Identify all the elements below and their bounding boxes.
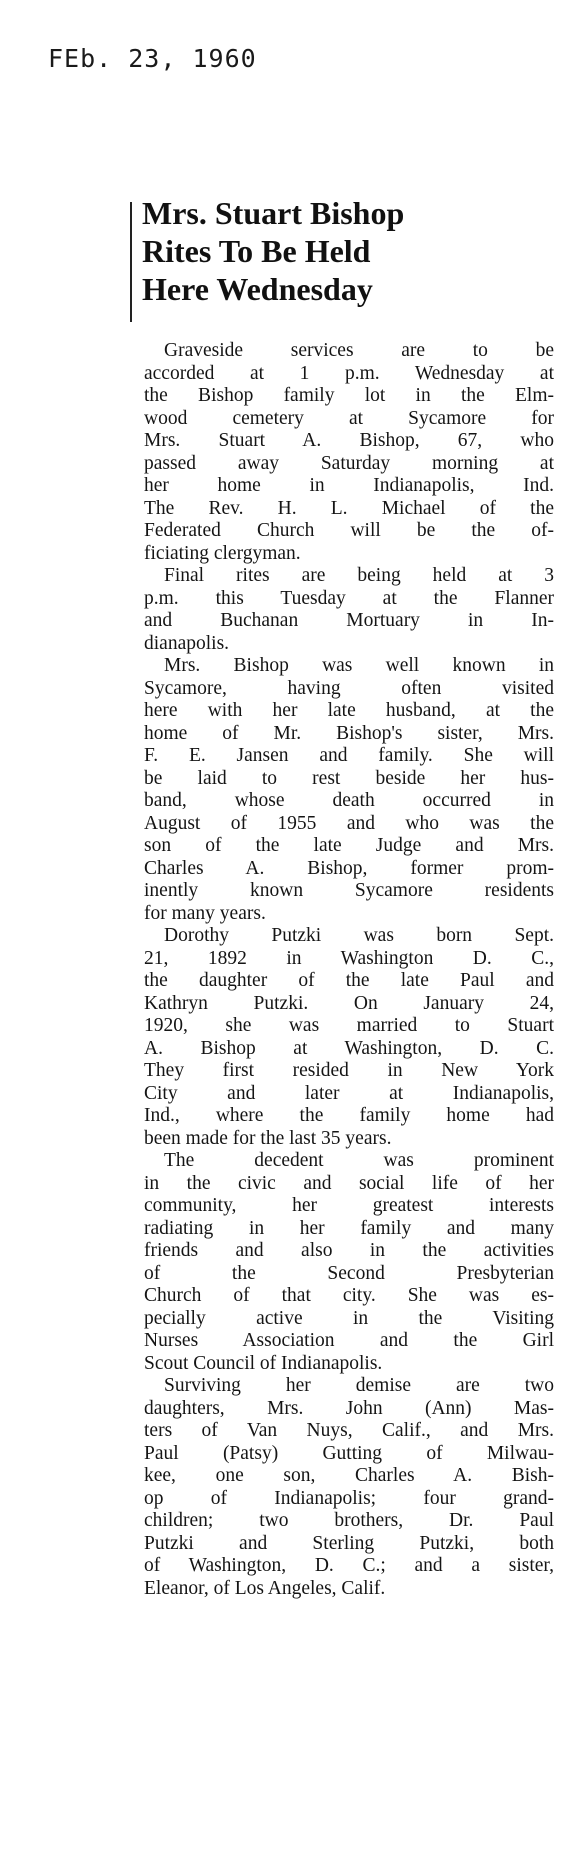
article-line: Ind., where the family home had <box>144 1105 554 1126</box>
article-line: Surviving her demise are two <box>164 1375 554 1396</box>
article-line: be laid to rest beside her hus- <box>144 767 554 789</box>
article-line: They first resided in New York <box>144 1060 554 1081</box>
article-line: wood cemetery at Sycamore for <box>144 407 554 429</box>
article-line: Putzki and Sterling Putzki, both <box>144 1532 554 1554</box>
article-paragraph <box>144 1375 554 1600</box>
article-line: Church of that city. She was es- <box>144 1285 554 1306</box>
article-line: kee, one son, Charles A. Bish- <box>144 1465 554 1486</box>
article-line: Eleanor, of Los Angeles, Calif. <box>144 1577 386 1599</box>
article-line: Kathryn Putzki. On January 24, <box>144 992 554 1014</box>
article-line: A. Bishop at Washington, D. C. <box>144 1037 554 1059</box>
article-line: 21, 1892 in Washington D. C., <box>144 947 554 969</box>
article-line: here with her late husband, at the <box>144 700 554 721</box>
newspaper-clipping <box>130 188 554 1808</box>
article-paragraph <box>144 655 554 925</box>
article-line: inently known Sycamore residents <box>144 880 554 901</box>
article-line: Sycamore, having often visited <box>144 677 554 699</box>
article-line: Dorothy Putzki was born Sept. <box>164 925 554 946</box>
article-line: City and later at Indianapolis, <box>144 1082 554 1104</box>
article-paragraph <box>144 1150 554 1375</box>
article-line: ters of Van Nuys, Calif., and Mrs. <box>144 1420 554 1441</box>
article-line: children; two brothers, Dr. Paul <box>144 1510 554 1531</box>
article-line: of Washington, D. C.; and a sister, <box>144 1555 554 1576</box>
article-line: Mrs. Stuart A. Bishop, 67, who <box>144 430 554 451</box>
article-line: The Rev. H. L. Michael of the <box>144 497 554 519</box>
article-line: in the civic and social life of her <box>144 1172 554 1194</box>
article-line: and Buchanan Mortuary in In- <box>144 610 554 631</box>
headline-line-1: Mrs. Stuart Bishop <box>142 195 405 231</box>
article-line: community, her greatest interests <box>144 1195 554 1216</box>
article-line: p.m. this Tuesday at the Flanner <box>144 587 554 609</box>
article-line: Mrs. Bishop was well known in <box>164 655 554 676</box>
headline-line-2: Rites To Be Held <box>142 233 371 269</box>
article-line: the daughter of the late Paul and <box>144 970 554 991</box>
article-line: daughters, Mrs. John (Ann) Mas- <box>144 1397 554 1419</box>
article-line: ficiating clergyman. <box>144 542 301 564</box>
column-rule <box>130 202 132 322</box>
article-line: pecially active in the Visiting <box>144 1307 554 1329</box>
article-line: 1920, she was married to Stuart <box>144 1015 554 1036</box>
article-line: her home in Indianapolis, Ind. <box>144 475 554 496</box>
article-line: Final rites are being held at 3 <box>164 565 554 586</box>
headline <box>142 194 548 308</box>
article-line: son of the late Judge and Mrs. <box>144 835 554 856</box>
article-line: Scout Council of Indianapolis. <box>144 1352 383 1374</box>
article-line: radiating in her family and many <box>144 1217 554 1239</box>
article-line: for many years. <box>144 902 266 924</box>
article-line: friends and also in the activities <box>144 1240 554 1261</box>
article-line: band, whose death occurred in <box>144 790 554 811</box>
article-paragraph <box>144 340 554 565</box>
article-line: op of Indianapolis; four grand- <box>144 1487 554 1509</box>
article-paragraph <box>144 565 554 655</box>
article-line: dianapolis. <box>144 632 230 654</box>
article-line: Graveside services are to be <box>164 340 554 361</box>
article-line: the Bishop family lot in the Elm- <box>144 385 554 406</box>
article-line: of the Second Presbyterian <box>144 1262 554 1284</box>
article-line: accorded at 1 p.m. Wednesday at <box>144 362 554 384</box>
article-line: August of 1955 and who was the <box>144 812 554 834</box>
article-line: The decedent was prominent <box>164 1150 554 1171</box>
article-line: Federated Church will be the of- <box>144 520 554 541</box>
article-line: F. E. Jansen and family. She will <box>144 745 554 766</box>
article-paragraph <box>144 925 554 1150</box>
article-line: home of Mr. Bishop's sister, Mrs. <box>144 722 554 744</box>
article-line: Paul (Patsy) Gutting of Milwau- <box>144 1442 554 1464</box>
article-line: been made for the last 35 years. <box>144 1127 392 1149</box>
article-body <box>144 340 554 1600</box>
article-line: Nurses Association and the Girl <box>144 1330 554 1351</box>
article-line: passed away Saturday morning at <box>144 452 554 474</box>
article-line: Charles A. Bishop, former prom- <box>144 857 554 879</box>
handwritten-date-note: FEb. 23, 1960 <box>48 44 257 73</box>
headline-line-3: Here Wednesday <box>142 271 373 307</box>
